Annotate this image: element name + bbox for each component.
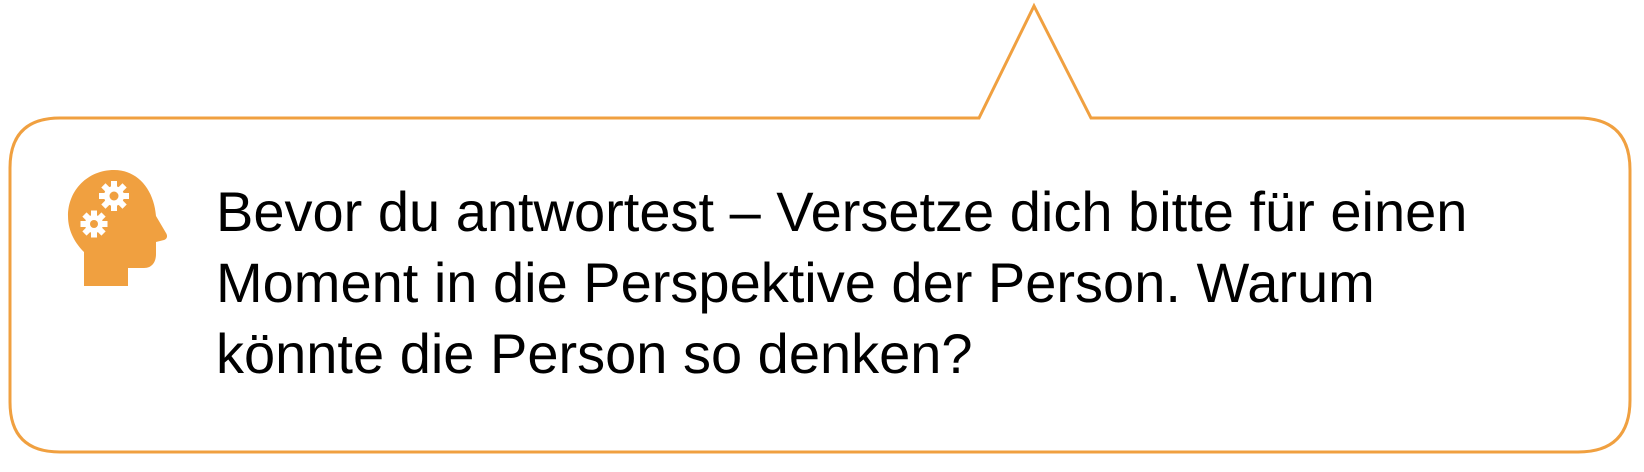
head-with-gears-icon xyxy=(66,168,170,288)
callout-message: Bevor du antwortest – Versetze dich bitte für einen Moment in die Perspektive der Person. Warum könnte die Person so denken? xyxy=(216,180,1468,385)
